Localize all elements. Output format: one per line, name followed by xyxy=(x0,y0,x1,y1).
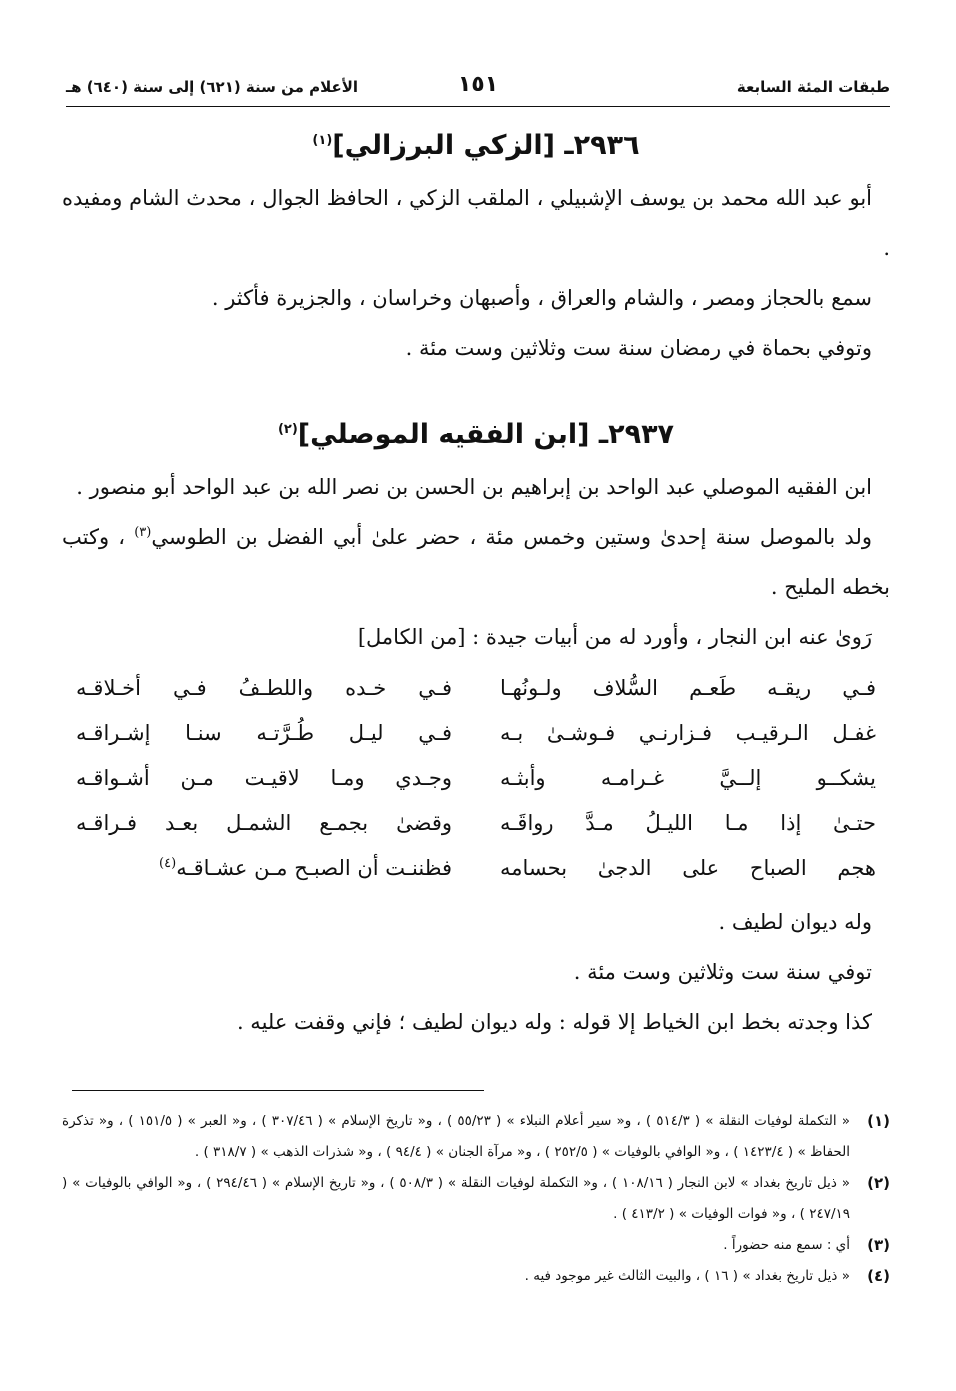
footnote-number: (٢) xyxy=(867,1174,890,1192)
footnote xyxy=(62,1168,890,1230)
header-section-title: طبقات المئة السابعة xyxy=(736,78,890,96)
paragraph: توفي سنة ست وثلاثين وست مئة . xyxy=(573,960,872,985)
verse-line xyxy=(76,801,876,846)
spacer xyxy=(62,373,890,401)
verse-line xyxy=(76,711,876,756)
verse-second-hemistich: وجـدي ومـا لاقيـت مـن أشـواقـه xyxy=(76,766,452,791)
footnote-ref[interactable]: (٤) xyxy=(159,856,177,872)
verse-second-hemistich: فظننـت أن الصبـح مـن عشـاقـه$^{(٤)}$ xyxy=(159,856,452,881)
paragraph: كذا وجدته بخط ابن الخياط إلا قوله : وله ديوان لطيف ؛ فإني وقفت عليه . xyxy=(236,1010,872,1035)
footnote xyxy=(62,1261,890,1292)
running-header xyxy=(66,70,890,104)
paragraph: وتوفي بحماة في رمضان سنة ست وثلاثين وست مئة . xyxy=(405,336,872,361)
verse-line xyxy=(76,666,876,711)
paragraph: أبو عبد الله محمد بن يوسف الإشبيلي ، الملقب الزكي ، الحافظ الجوال ، محدث الشام ومفيده . xyxy=(62,186,890,261)
paragraph: رَوىٰ عنه ابن النجار ، وأورد له من أبيات جيدة : [من الكامل] xyxy=(357,625,872,650)
footnote xyxy=(62,1106,890,1168)
paragraph: وله ديوان لطيف . xyxy=(718,910,872,935)
footnote-ref[interactable]: (٣) xyxy=(134,525,152,541)
verse-first-hemistich: حتـىٰ إذا مـا الليـلُ مـدَّ رواقَـه xyxy=(500,811,876,836)
header-divider xyxy=(66,106,890,107)
footnote-ref[interactable]: (١) xyxy=(312,133,333,148)
footnote-number: (١) xyxy=(867,1112,890,1130)
footnote-ref[interactable]: (٢) xyxy=(277,422,298,438)
verse-first-hemistich: هجم الصباح على الدجىٰ بحسامه xyxy=(500,856,876,881)
footnote-number: (٤) xyxy=(867,1267,890,1285)
footnote-text: « ذيل تاريخ بغداد » لابن النجار ( ١٠٨/١٦ ) ، و« التكملة لوفيات النقلة » ( ٥٠٨/٣ ) ، و« تاريخ الإسلام » ( ٢٩٤/٤٦ ) ، و« الوافي بالوفيات » ( ٢٤٧/١٩ ) ، و« فوات الوفيات » ( ٤١٣/٢ ) . xyxy=(62,1175,851,1222)
header-year-range: الأعلام من سنة (٦٢١) إلى سنة (٦٤٠) هـ xyxy=(66,78,359,96)
footnote-text: « ذيل تاريخ بغداد » ( ١٦ ) ، والبيت الثالث غير موجود فيه . xyxy=(524,1268,850,1284)
page-number: ١٥١ xyxy=(457,72,499,97)
paragraph: ابن الفقيه الموصلي عبد الواحد بن إبراهيم بن الحسن بن نصر الله بن عبد الواحد أبو منصور . xyxy=(76,475,872,500)
verse-second-hemistich: وقضىٰ بجمـع الشمـل بعـد فـراقـه xyxy=(76,811,452,836)
page-body xyxy=(62,112,890,1047)
verse-line xyxy=(76,846,876,891)
verse-second-hemistich: فـي خـده واللطـفُ فـي أخـلاقـه xyxy=(76,676,452,701)
verse-second-hemistich: فـي ليـل طُـرَّتـه سنـا إشـراقـه xyxy=(76,721,452,746)
verse-line xyxy=(76,756,876,801)
entry-title-2937: ٢٩٣٧ـ [ابن الفقيه الموصلي]$^{(٢)}$ xyxy=(277,419,675,451)
footnote xyxy=(62,1230,890,1261)
verse-first-hemistich: غفـل الـرقيـب فـزارنـي فـوشـىٰ بـه xyxy=(500,721,876,746)
footnote-text: « التكملة لوفيات النقلة » ( ٥١٤/٣ ) ، و« سير أعلام النبلاء » ( ٥٥/٢٣ ) ، و« تاريخ الإسلام » ( ٣٠٧/٤٦ ) ، و« العبر » ( ١٥١/٥ ) ، و« تذكرة الحفاظ » ( ١٤٢٣/٤ ) ، و« الوافي بالوفيات » ( ٢٥٢/٥ ) ، و« مرآة الجنان » ( ٩٤/٤ ) ، و« شذرات الذهب » ( ٣١٨/٧ ) . xyxy=(62,1113,850,1160)
poem xyxy=(62,662,890,897)
footnote-number: (٣) xyxy=(867,1236,890,1254)
entry-title-2936: ٢٩٣٦ـ [الزكي البرزالي]$^{(١)}$ xyxy=(312,130,640,161)
paragraph: سمع بالحجاز ومصر ، والشام والعراق ، وأصبهان وخراسان ، والجزيرة فأكثر . xyxy=(211,286,872,311)
footnote-text: أي : سمع منه حضوراً . xyxy=(723,1237,850,1253)
verse-first-hemistich: فـي ريقـه طَعـم السُّلاف ولـونُهـا xyxy=(500,676,876,701)
footnote-divider xyxy=(72,1090,484,1091)
verse-first-hemistich: يشكــو إلــيَّ غـرامـه وأبثـه xyxy=(500,766,876,791)
footnotes xyxy=(62,1106,890,1292)
paragraph: ولد بالموصل سنة إحدىٰ وستين وخمس مئة ، حضر علىٰ أبي الفضل بن الطوسي$^{(٣)}$ ، وكتب بخطه المليح . xyxy=(62,525,890,600)
